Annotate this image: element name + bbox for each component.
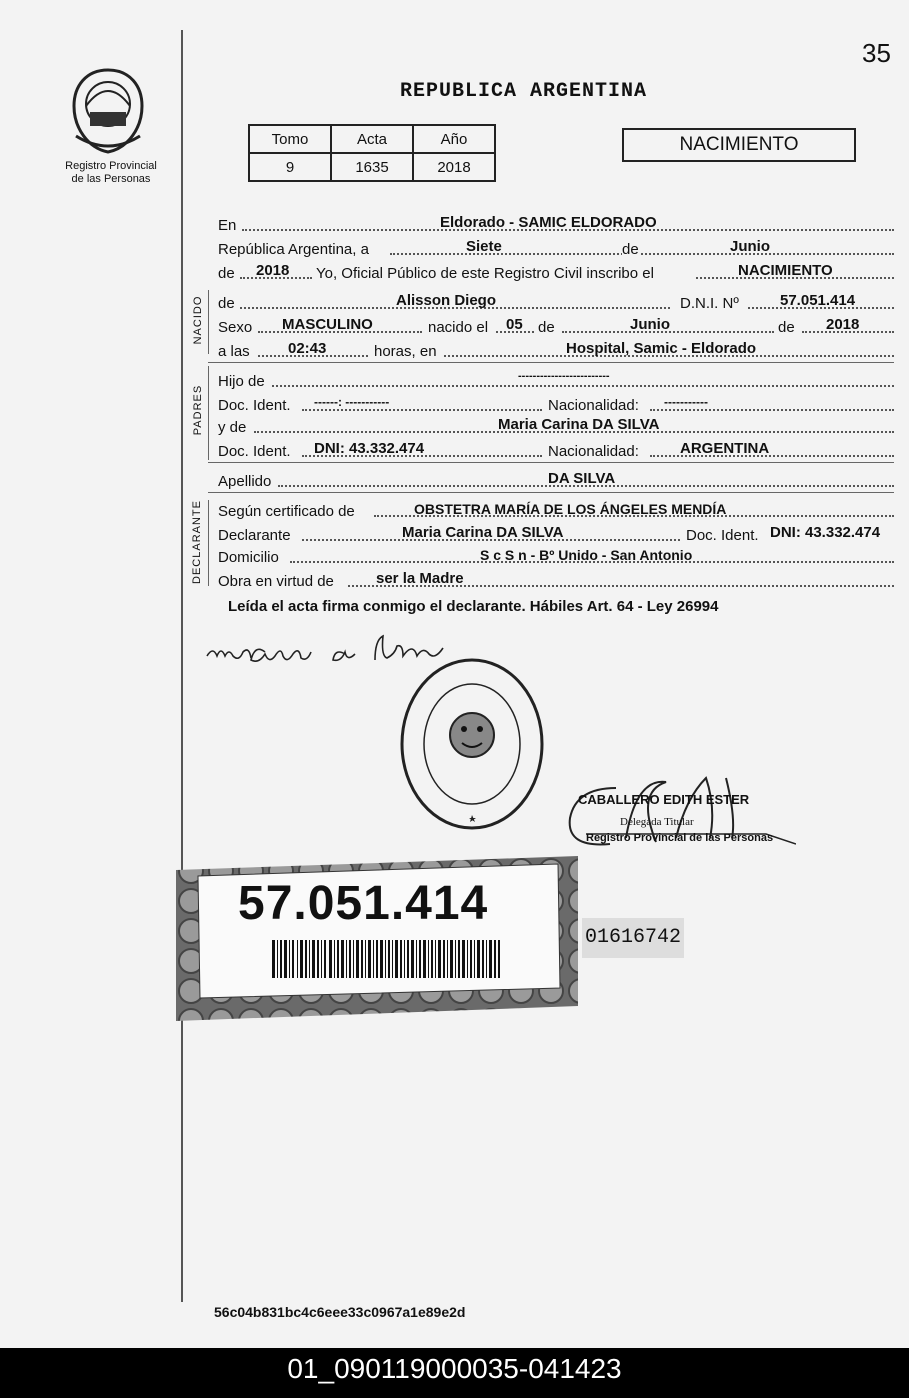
dni-nacido: 57.051.414 [780,292,856,309]
val-tomo: 9 [249,153,331,181]
row-inscribo: de 2018 Yo, Oficial Público de este Registro Civil inscribo el NACIMIENTO [218,262,894,282]
col-acta: Acta [331,125,413,153]
officer-name: CABALLERO EDITH ESTER [578,792,750,807]
apellido-valor: DA SILVA [548,470,616,487]
row-fecha: República Argentina, a Siete de Junio [218,238,894,258]
closing-statement: Leída el acta firma conmigo el declarante. Hábiles Art. 64 - Ley 26994 [228,598,719,615]
row-certificado: Según certificado de OBSTETRA MARÍA DE LOS ÁNGELES MENDÍA [218,500,894,520]
madre-doc: DNI: 43.332.474 [314,440,425,457]
barcode [272,940,500,978]
registro-provincial-label: Registro Provincial de las Personas [65,160,157,185]
dia-nacimiento: 05 [506,316,523,333]
anio-nacimiento: 2018 [826,316,860,333]
sexo-nacido: MASCULINO [282,316,373,333]
margin-line [181,30,183,1302]
row-nacido-sexo: Sexo MASCULINO nacido el 05 de Junio de 2018 [218,316,894,336]
record-table-header [249,125,495,153]
nombre-nacido: Alisson Diego [396,292,497,309]
declarante-nombre: Maria Carina DA SILVA [402,524,564,541]
lugar-acta: Eldorado - SAMIC ELDORADO [440,214,657,231]
madre-nacionalidad: ARGENTINA [680,440,770,457]
val-anio: 2018 [413,153,495,181]
row-padre: Hijo de ------------------------- [218,370,894,390]
document-hash: 56c04b831bc4c6eee33c0967a1e89e2d [214,1304,466,1320]
certificado-valor: OBSTETRA MARÍA DE LOS ÁNGELES MENDÍA [414,501,727,517]
row-padre-doc: Doc. Ident. ------: ----------- Nacionalidad: ----------- [218,394,894,414]
row-domicilio: Domicilio S c S n - Bº Unido - San Antonio [218,546,894,566]
mes-acta: Junio [730,238,770,255]
section-nacido-label: NACIDO [192,295,204,345]
anio-acta: 2018 [256,262,290,279]
declarante-doc: DNI: 43.332.474 [770,524,881,541]
sticker-dni-number: 57.051.414 [238,877,489,930]
dia-acta: Siete [466,238,502,255]
lugar-nacimiento: Hospital, Samic - Eldorado [566,340,757,357]
row-madre: y de Maria Carina DA SILVA [218,416,894,436]
padre-doc: ------: ----------- [314,395,390,409]
row-obra: Obra en virtud de ser la Madre [218,570,894,590]
document-title: REPUBLICA ARGENTINA [400,80,648,103]
row-nacido-hora: a las 02:43 horas, en Hospital, Samic - Eldorado [218,340,894,360]
col-tomo: Tomo [249,125,331,153]
obra-valor: ser la Madre [376,570,464,587]
official-stamp [398,655,546,833]
act-type-box: NACIMIENTO [622,128,856,162]
footer-id-bar: 01_090119000035-041423 [0,1348,909,1398]
province-seal-logo [66,66,150,156]
record-table [248,124,496,182]
mes-nacimiento: Junio [630,316,670,333]
officer-role: Delegada Titular [620,816,694,828]
section-padres-label: PADRES [192,384,204,436]
padre-nombre: ------------------------- [518,370,610,382]
control-number: 01616742 [582,918,684,958]
record-table-values [249,153,495,181]
row-en: En Eldorado - SAMIC ELDORADO [218,214,894,234]
madre-nombre: Maria Carina DA SILVA [498,416,660,433]
inscribo-tipo: NACIMIENTO [738,262,833,279]
domicilio-valor: S c S n - Bº Unido - San Antonio [480,547,693,563]
col-anio: Año [413,125,495,153]
row-nacido-nombre: de Alisson Diego D.N.I. Nº 57.051.414 [218,292,894,312]
padre-nacionalidad: ----------- [664,395,708,409]
section-declarante-label: DECLARANTE [191,500,203,584]
row-apellido: Apellido DA SILVA [218,470,894,490]
row-declarante: Declarante Maria Carina DA SILVA Doc. Ident. DNI: 43.332.474 [218,524,881,544]
page-number: 35 [862,38,891,68]
hora-nacimiento: 02:43 [288,340,327,357]
row-madre-doc: Doc. Ident. DNI: 43.332.474 Nacionalidad: ARGENTINA [218,440,894,460]
val-acta: 1635 [331,153,413,181]
officer-org: Registro Provincial de las Personas [586,832,774,844]
